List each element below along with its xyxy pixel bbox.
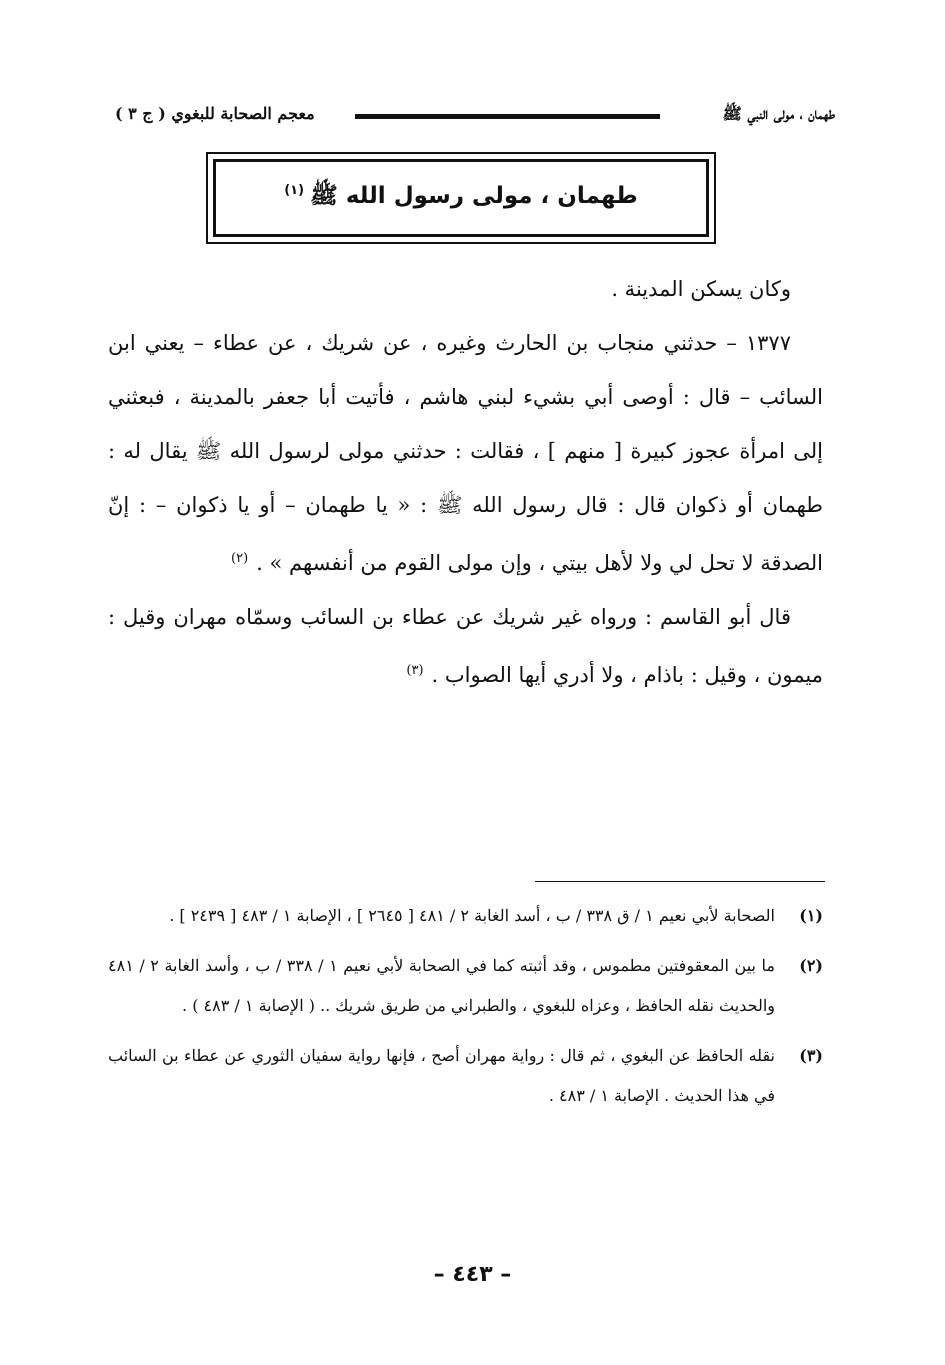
hadith-footnote-ref: (٢) (231, 551, 249, 566)
title-footnote-ref: (١) (284, 183, 305, 199)
footnote-text: ما بين المعقوفتين مطموس ، وقد أثبته كما في الصحابة لأبي نعيم ١ / ٣٣٨ / ب ، وأسد الغابة ٢ / ٤٨١ والحديث نقله الحافظ ، وعزاه للبغوي ، والطبراني من طريق شريك .. ( الإصابة ١ / ٤٨٣ ) . (108, 956, 775, 1015)
paragraph-commentary (108, 590, 823, 702)
running-header (115, 100, 835, 136)
footnote-separator (535, 881, 825, 882)
title-frame-inner (213, 159, 709, 237)
footnote-number: (٣) (799, 1046, 823, 1065)
footnote-number: (٢) (799, 956, 823, 975)
hadith-text: ١٣٧٧ – حدثني منجاب بن الحارث وغيره ، عن شريك ، عن عطاء – يعني ابن السائب – قال : أوصى أبي بشيء لبني هاشم ، فأتيت أبا جعفر بالمدينة ، فبعثني إلى امرأة عجوز كبيرة [ منهم ] ، فقالت : حدثني مولى لرسول الله ﷺ يقال له : طهمان أو ذكوان قال : قال رسول الله ﷺ : « يا طهمان – أو يا ذكوان – : إنّ الصدقة لا تحل لي ولا لأهل بيتي ، وإن مولى القوم من أنفسهم » . (108, 331, 823, 575)
footnote-number: (١) (799, 906, 823, 925)
main-text (108, 262, 823, 702)
header-book-title: معجم الصحابة للبغوي ( ج ٣ ) (115, 104, 315, 123)
paragraph-hadith (108, 316, 823, 590)
footnote (108, 896, 823, 936)
header-rule (355, 114, 660, 119)
commentary-footnote-ref: (٣) (406, 663, 424, 678)
title-frame (206, 152, 716, 244)
paragraph-residence: وكان يسكن المدينة . (611, 277, 791, 301)
footnote-text: نقله الحافظ عن البغوي ، ثم قال : رواية مهران أصح ، فإنها رواية سفيان الثوري عن عطاء بن السائب في هذا الحديث . الإصابة ١ / ٤٨٣ . (108, 1046, 776, 1105)
entry-title-text: طهمان ، مولى رسول الله ﷺ (310, 183, 638, 209)
header-entry-title: طهمان ، مولى النبي ﷺ (722, 104, 835, 123)
page-number: – ٤٤٣ – (433, 1262, 512, 1287)
entry-title (284, 181, 638, 215)
commentary-text: قال أبو القاسم : ورواه غير شريك عن عطاء بن السائب وسمّاه مهران وقيل : ميمون ، وقيل : باذام ، ولا أدري أيها الصواب . (108, 605, 823, 687)
footnote (108, 946, 823, 1026)
footnote-text: الصحابة لأبي نعيم ١ / ق ٣٣٨ / ب ، أسد الغابة ٢ / ٤٨١ [ ٢٦٤٥ ] ، الإصابة ١ / ٤٨٣ [ ٢٤٣٩ ] . (169, 906, 775, 925)
footnotes (108, 896, 823, 1126)
footnote (108, 1036, 823, 1116)
